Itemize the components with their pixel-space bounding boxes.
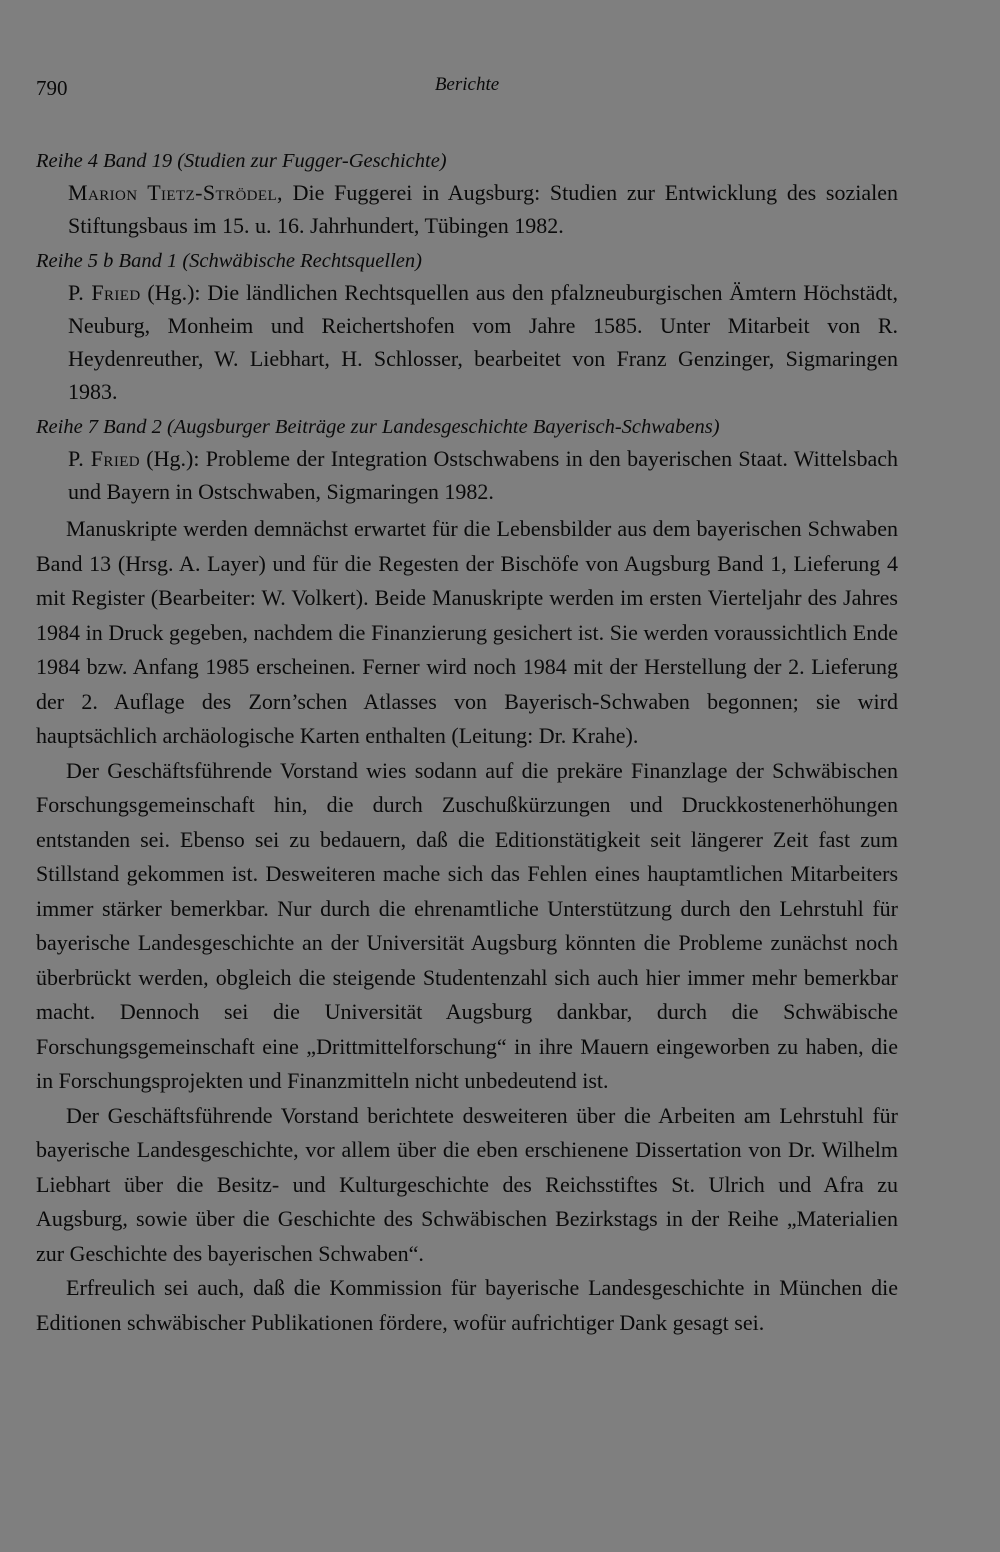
publication-entry bbox=[36, 176, 898, 242]
series-heading: Reihe 5 b Band 1 (Schwäbische Rechtsquellen) bbox=[36, 250, 422, 272]
body-paragraph: Manuskripte werden demnächst erwartet für die Lebensbilder aus dem bayerischen Schwaben Band 13 (Hrsg. A. Layer) und für die Regesten der Bischöfe von Augsburg Band 1, Lieferung 4 mit Register (Bearbeiter: W. Volkert). Beide Manuskripte werden im ersten Vierteljahr des Jahres 1984 in Druck gegeben, nachdem die Finanzierung gesichert ist. Sie werden voraussichtlich Ende 1984 bzw. Anfang 1985 erscheinen. Ferner wird noch 1984 mit der Herstellung der 2. Lieferung der 2. Auflage des Zorn’schen Atlasses von Bayerisch-Schwaben begonnen; sie wird hauptsächlich archäologische Karten enthalten (Leitung: Dr. Krahe). bbox=[36, 516, 898, 748]
entry-author: P. Fried bbox=[68, 280, 141, 305]
document-page bbox=[36, 70, 898, 1340]
publication-list bbox=[36, 146, 898, 508]
body-paragraph: Erfreulich sei auch, daß die Kommission für bayerische Landesgeschichte in München die Editionen schwäbischer Publikationen fördere, wofür aufrichtiger Dank gesagt sei. bbox=[36, 1275, 898, 1335]
entry-text: Die Fuggerei in Augsburg: Studien zur Entwicklung des sozialen Stiftungsbaus im 15. u. 16. Jahrhundert, Tübingen 1982. bbox=[68, 180, 898, 238]
entry-text: (Hg.): Die ländlichen Rechtsquellen aus den pfalzneuburgischen Ämtern Höchstädt, Neuburg, Monheim und Reichertshofen vom Jahre 1585. Unter Mitarbeit von R. Heydenreuther, W. Liebhart, H. Schlosser, bearbeitet von Franz Genzinger, Sigmaringen 1983. bbox=[68, 280, 898, 404]
body-paragraph: Der Geschäftsführende Vorstand berichtete desweiteren über die Arbeiten am Lehrstuhl für bayerische Landesgeschichte, vor allem über die eben erschienene Dissertation von Dr. Wilhelm Liebhart über die Besitz- und Kulturgeschichte des Reichsstiftes St. Ulrich und Afra zu Augsburg, sowie über die Geschichte des Schwäbischen Bezirkstags in der Reihe „Materialien zur Geschichte des bayerischen Schwaben“. bbox=[36, 1102, 898, 1266]
publication-entry bbox=[36, 276, 898, 408]
entry-text: (Hg.): Probleme der Integration Ostschwabens in den bayerischen Staat. Wittelsbach und Bayern in Ostschwaben, Sigmaringen 1982. bbox=[68, 446, 898, 504]
running-header bbox=[36, 70, 898, 108]
page-number: 790 bbox=[36, 76, 68, 100]
series-heading: Reihe 4 Band 19 (Studien zur Fugger-Geschichte) bbox=[36, 150, 447, 172]
series-heading: Reihe 7 Band 2 (Augsburger Beiträge zur Landesgeschichte Bayerisch-Schwabens) bbox=[36, 416, 720, 438]
body-paragraph: Der Geschäftsführende Vorstand wies sodann auf die prekäre Finanzlage der Schwäbischen Forschungsgemeinschaft hin, die durch Zuschußkürzungen und Druckkostenerhöhungen entstanden sei. Ebenso sei zu bedauern, daß die Editionstätigkeit seit längerer Zeit fast zum Stillstand gekommen ist. Desweiteren mache sich das Fehlen eines hauptamtlichen Mitarbeiters immer stärker bemerkbar. Nur durch die ehrenamtliche Unterstützung durch den Lehrstuhl für bayerische Landesgeschichte an der Universität Augsburg könnten die Probleme zunächst noch überbrückt werden, obgleich die steigende Studentenzahl sich auch hier immer mehr bemerkbar macht. Dennoch sei die Universität Augsburg dankbar, durch die Schwäbische Forschungsgemeinschaft eine „Drittmittelforschung“ in ihre Mauern eingeworben zu haben, die in Forschungsprojekten und Finanzmitteln nicht unbedeutend ist. bbox=[36, 757, 898, 1093]
entry-author: Marion Tietz-Strödel, bbox=[68, 180, 283, 205]
running-title: Berichte bbox=[434, 74, 500, 95]
report-body bbox=[36, 512, 898, 1340]
publication-entry bbox=[36, 442, 898, 508]
entry-author: P. Fried bbox=[68, 446, 141, 471]
